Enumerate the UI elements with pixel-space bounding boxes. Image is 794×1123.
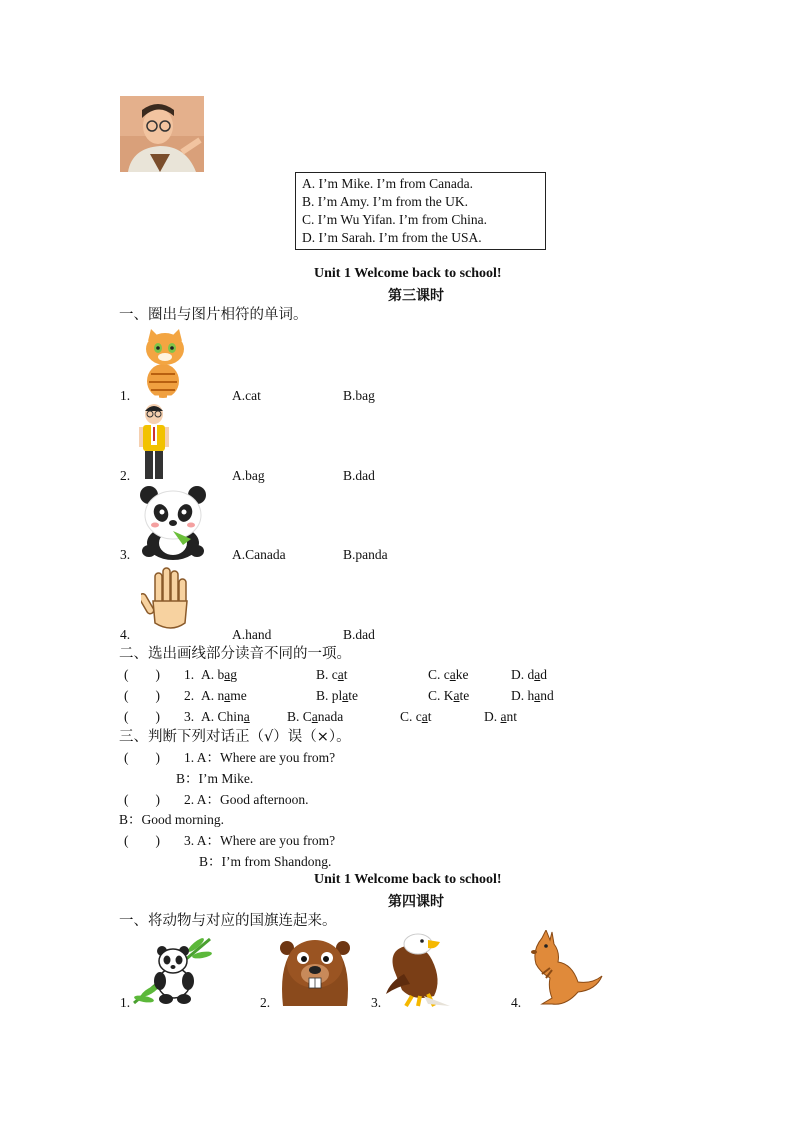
unit-title-2: Unit 1 Welcome back to school! xyxy=(314,872,502,887)
cat-illustration xyxy=(139,329,189,405)
option-a: A. I’m Mike. I’m from Canada. xyxy=(302,176,473,191)
s3-q2-line2: B：Good morning. xyxy=(119,812,225,827)
kangaroo-illustration xyxy=(522,930,604,1012)
q2-number: 2. xyxy=(120,468,131,483)
panda-illustration xyxy=(139,485,207,565)
lesson4-heading: 一、将动物与对应的国旗连起来。 xyxy=(119,913,337,929)
q4-number: 4. xyxy=(120,627,131,642)
s2-q2-d[interactable]: D. hand xyxy=(511,688,554,703)
s2-q2-a[interactable]: A. name xyxy=(201,688,247,703)
s3-q3-line1: 3. A：Where are you from? xyxy=(184,833,336,848)
s2-q3-b[interactable]: B. Canada xyxy=(287,709,344,724)
s3-q2-paren[interactable]: ( ) xyxy=(124,792,160,807)
hand-illustration xyxy=(141,567,195,637)
section2-heading: 二、选出画线部分读音不同的一项。 xyxy=(119,646,351,662)
s2-q3-c[interactable]: C. cat xyxy=(400,709,432,724)
s3-q2-line1: 2. A：Good afternoon. xyxy=(184,792,309,807)
animal-1-number: 1. xyxy=(120,995,131,1010)
s2-q1-c[interactable]: C. cake xyxy=(428,667,469,682)
q3-option-b[interactable]: B.panda xyxy=(343,547,388,562)
s2-q3-a[interactable]: A. China xyxy=(201,709,250,724)
section1-heading: 一、圈出与图片相符的单词。 xyxy=(119,307,308,323)
s2-q3-paren[interactable]: ( ) xyxy=(124,709,160,724)
q1-option-a[interactable]: A.cat xyxy=(232,388,261,403)
animal-3-number: 3. xyxy=(371,995,382,1010)
q3-option-a[interactable]: A.Canada xyxy=(232,547,286,562)
animal-4-number: 4. xyxy=(511,995,522,1010)
s3-q3-line2: B：I’m from Shandong. xyxy=(199,854,332,869)
q1-number: 1. xyxy=(120,388,131,403)
s3-q1-paren[interactable]: ( ) xyxy=(124,750,160,765)
s2-q2-c[interactable]: C. Kate xyxy=(428,688,470,703)
s2-q2-b[interactable]: B. plate xyxy=(316,688,359,703)
s3-q3-paren[interactable]: ( ) xyxy=(124,833,160,848)
panda-bamboo-illustration xyxy=(130,933,212,1011)
option-b: B. I’m Amy. I’m from the UK. xyxy=(302,194,468,209)
option-c: C. I’m Wu Yifan. I’m from China. xyxy=(302,212,488,227)
teacher-photo xyxy=(120,96,204,172)
s2-q1-b[interactable]: B. cat xyxy=(316,667,348,682)
animal-2-number: 2. xyxy=(260,995,271,1010)
lesson-title-2: 第四课时 xyxy=(388,894,444,910)
s2-q1-d[interactable]: D. dad xyxy=(511,667,547,682)
q1-option-b[interactable]: B.bag xyxy=(343,388,375,403)
s2-q3-d[interactable]: D. ant xyxy=(484,709,518,724)
s2-q2-num: 2. xyxy=(184,688,195,703)
section3-heading: 三、判断下列对话正（√）误（×）。 xyxy=(119,729,351,745)
s2-q1-paren[interactable]: ( ) xyxy=(124,667,160,682)
man-illustration xyxy=(138,403,170,487)
q4-option-b[interactable]: B.dad xyxy=(343,627,375,642)
s2-q2-paren[interactable]: ( ) xyxy=(124,688,160,703)
unit-title: Unit 1 Welcome back to school! xyxy=(314,266,502,281)
beaver-illustration xyxy=(275,930,355,1010)
q4-option-a[interactable]: A.hand xyxy=(232,627,272,642)
q2-option-a[interactable]: A.bag xyxy=(232,468,265,483)
lesson-title: 第三课时 xyxy=(388,288,444,304)
s2-q1-a[interactable]: A. bag xyxy=(201,667,237,682)
s3-q1-line1: 1. A：Where are you from? xyxy=(184,750,336,765)
s2-q1-num: 1. xyxy=(184,667,195,682)
s3-q1-line2: B：I’m Mike. xyxy=(176,771,254,786)
options-box xyxy=(295,172,546,250)
option-d: D. I’m Sarah. I’m from the USA. xyxy=(302,230,482,245)
q3-number: 3. xyxy=(120,547,131,562)
eagle-illustration xyxy=(384,930,460,1012)
q2-option-b[interactable]: B.dad xyxy=(343,468,375,483)
s2-q3-num: 3. xyxy=(184,709,195,724)
